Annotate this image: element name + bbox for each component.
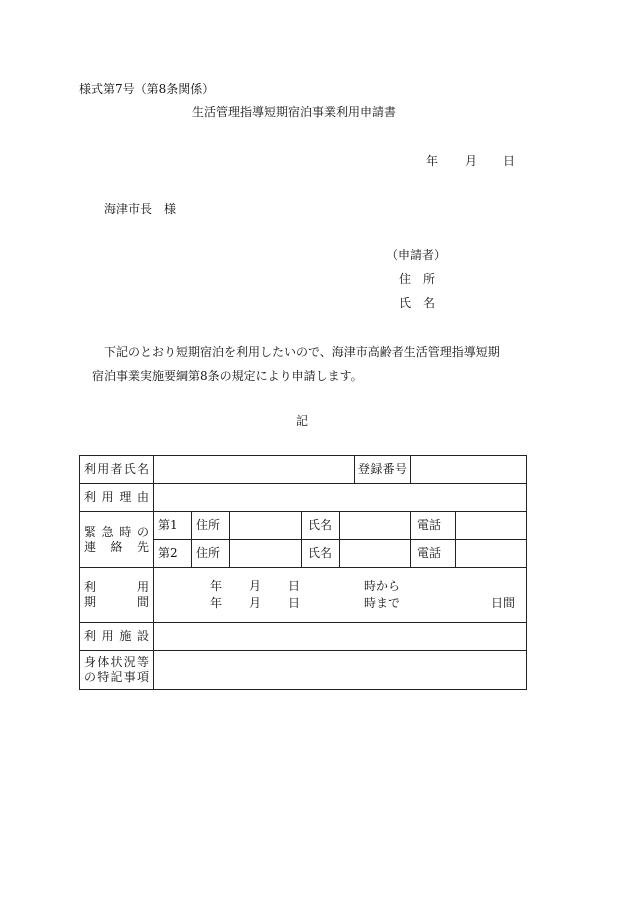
field-facility[interactable] [154, 623, 527, 651]
row-notes [80, 651, 527, 690]
contact2-phone-label: 電話 [411, 540, 456, 568]
contact2-label: 第2 [154, 540, 192, 568]
contact1-label: 第1 [154, 512, 192, 540]
contact1-address-label: 住所 [192, 512, 230, 540]
period-end-month: 月 [249, 596, 262, 610]
row-facility [80, 623, 527, 651]
applicant-address-label: 住 所 [399, 272, 436, 286]
form-title: 生活管理指導短期宿泊事業利用申請書 [192, 105, 397, 119]
label-reason: 利用理由 [80, 484, 154, 512]
date-day: 日 [503, 154, 516, 168]
applicant-label: （申請者） [386, 248, 447, 262]
period-end-day: 日 [288, 596, 301, 610]
label-registration-no: 登録番号 [355, 456, 411, 484]
body-text-line1: 下記のとおり短期宿泊を利用したいので、海津市高齢者生活管理指導短期 [104, 345, 500, 359]
period-end-year: 年 [210, 596, 223, 610]
label-period [80, 568, 154, 623]
row-reason [80, 484, 527, 512]
field-period[interactable] [154, 568, 527, 623]
period-days: 日間 [491, 596, 516, 610]
period-end-time: 時まで [364, 596, 401, 610]
label-emergency-contact [80, 512, 154, 568]
label-notes [80, 651, 154, 690]
label-emergency-line2: 連絡先 [84, 539, 149, 554]
contact1-name-field[interactable] [340, 512, 411, 540]
contact2-phone-field[interactable] [456, 540, 527, 568]
contact1-name-label: 氏名 [302, 512, 340, 540]
label-facility: 利用施設 [80, 623, 154, 651]
date-year: 年 [426, 154, 439, 168]
period-end-line [154, 595, 526, 612]
contact2-address-field[interactable] [230, 540, 302, 568]
application-form-table [79, 455, 527, 690]
body-text-line2: 宿泊事業実施要綱第8条の規定により申請します。 [92, 369, 363, 383]
period-start-year: 年 [210, 579, 223, 593]
applicant-name-label: 氏 名 [399, 296, 436, 310]
form-number: 様式第7号（第8条関係） [79, 82, 215, 96]
row-contact-1 [80, 512, 527, 540]
contact2-name-label: 氏名 [302, 540, 340, 568]
label-period-line2: 期間 [84, 595, 149, 609]
field-user-name[interactable] [154, 456, 355, 484]
period-start-month: 月 [249, 579, 262, 593]
label-period-line1: 利用 [84, 580, 149, 594]
period-start-day: 日 [288, 579, 301, 593]
label-emergency-line1: 緊急時の [84, 524, 149, 539]
field-reason[interactable] [154, 484, 527, 512]
contact2-name-field[interactable] [340, 540, 411, 568]
addressee: 海津市長 様 [104, 202, 177, 216]
field-registration-no[interactable] [411, 456, 527, 484]
row-period [80, 568, 527, 623]
label-notes-line2: の特記事項 [84, 670, 149, 684]
date-month: 月 [465, 154, 478, 168]
field-notes[interactable] [154, 651, 527, 690]
ki-heading: 記 [296, 414, 309, 428]
row-user-name [80, 456, 527, 484]
period-start-line [154, 578, 526, 595]
label-notes-line1: 身体状況等 [84, 655, 149, 669]
contact1-address-field[interactable] [230, 512, 302, 540]
label-user-name: 利用者氏名 [80, 456, 154, 484]
contact1-phone-field[interactable] [456, 512, 527, 540]
contact1-phone-label: 電話 [411, 512, 456, 540]
contact2-address-label: 住所 [192, 540, 230, 568]
period-start-time: 時から [364, 579, 401, 593]
